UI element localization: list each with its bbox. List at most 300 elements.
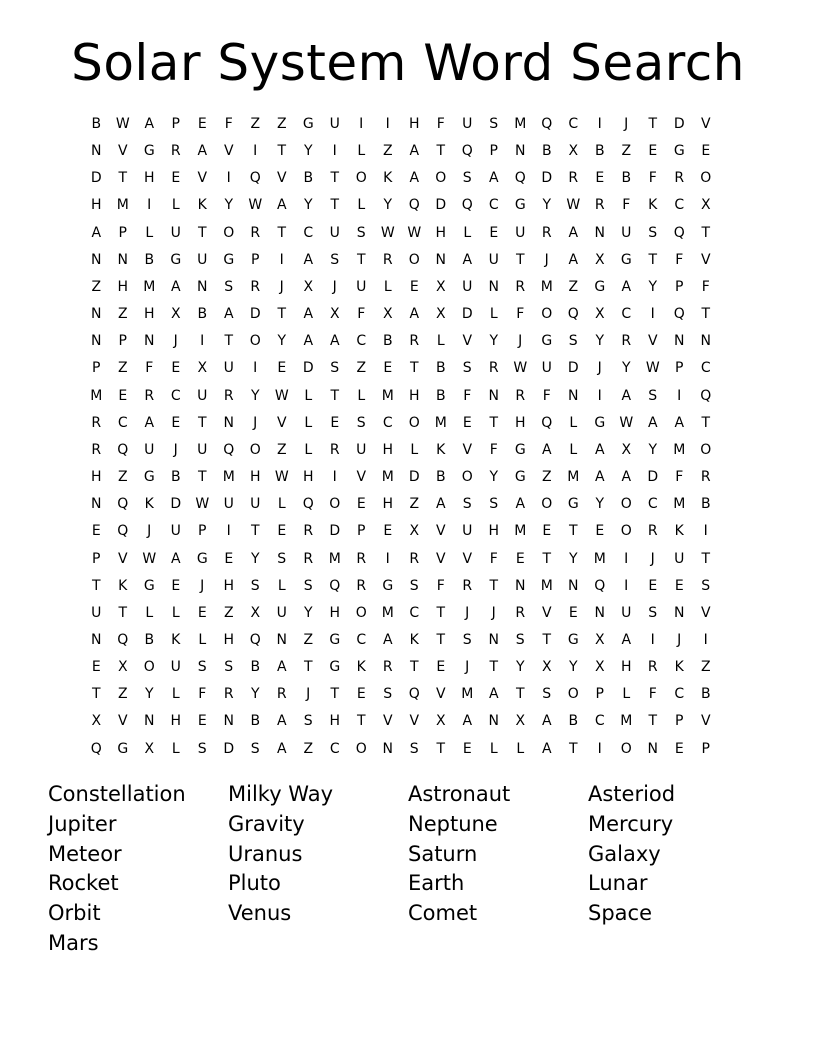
grid-letter: Q <box>117 523 129 540</box>
grid-letter: S <box>648 387 658 404</box>
grid-letter: H <box>382 441 394 458</box>
grid-letter: T <box>542 631 552 648</box>
grid-letter: G <box>329 631 341 648</box>
grid-letter: C <box>329 740 340 757</box>
grid-letter: N <box>488 631 499 648</box>
grid-letter: Y <box>568 550 578 567</box>
grid-letter: R <box>409 550 420 567</box>
grid-letter: L <box>304 441 313 458</box>
grid-letter: M <box>90 387 103 404</box>
grid-letter: S <box>515 631 525 648</box>
grid-letter: I <box>597 387 602 404</box>
grid-letter: Z <box>382 143 393 160</box>
grid-letter: S <box>409 577 419 594</box>
grid-letter: C <box>356 333 367 350</box>
grid-letter: N <box>488 278 499 295</box>
grid-letter: P <box>92 360 101 377</box>
grid-letter: R <box>144 387 155 404</box>
grid-letter: O <box>408 414 420 431</box>
grid-letter: M <box>567 469 580 486</box>
grid-letter: S <box>277 550 287 567</box>
grid-letter: Z <box>250 116 261 132</box>
grid-letter: V <box>223 143 234 160</box>
grid-letter: Q <box>541 414 553 431</box>
grid-letter: D <box>302 360 314 377</box>
grid-letter: L <box>569 441 578 458</box>
grid-letter: C <box>647 496 658 513</box>
grid-letter: T <box>356 713 366 730</box>
grid-letter: M <box>593 550 606 567</box>
grid-letter: R <box>674 170 685 187</box>
grid-letter: T <box>197 414 207 431</box>
grid-letter: E <box>383 360 393 377</box>
grid-letter: N <box>382 740 393 757</box>
grid-letter: A <box>276 713 287 730</box>
grid-letter: X <box>250 604 261 621</box>
grid-letter: L <box>383 278 392 295</box>
grid-letter: R <box>356 550 367 567</box>
word-bank-item: Jupiter <box>48 811 117 836</box>
letter-grid <box>83 111 719 763</box>
grid-letter: N <box>515 577 526 594</box>
grid-letter: M <box>381 387 394 404</box>
grid-letter: S <box>197 659 207 676</box>
grid-letter: Y <box>489 469 499 486</box>
grid-letter: B <box>594 143 605 160</box>
grid-letter: U <box>541 360 552 377</box>
grid-letter: J <box>491 604 496 621</box>
grid-letter: N <box>647 740 658 757</box>
grid-letter: A <box>541 441 552 458</box>
grid-letter: C <box>409 604 420 621</box>
grid-letter: U <box>356 441 367 458</box>
grid-letter: V <box>462 441 473 458</box>
grid-letter: U <box>276 604 287 621</box>
grid-letter: N <box>144 333 155 350</box>
grid-letter: X <box>409 523 420 540</box>
grid-letter: M <box>434 414 447 431</box>
grid-letter: D <box>249 306 261 323</box>
grid-letter: Q <box>117 441 129 458</box>
word-bank-item: Milky Way <box>228 782 334 806</box>
grid-letter: C <box>488 197 499 214</box>
grid-letter: I <box>650 631 655 648</box>
grid-letter: B <box>700 686 711 703</box>
grid-letter: L <box>145 224 154 241</box>
grid-letter: V <box>276 414 287 431</box>
grid-letter: H <box>249 469 261 486</box>
grid-letter: Q <box>541 116 553 132</box>
grid-letter: T <box>542 550 552 567</box>
grid-letter: B <box>700 496 711 513</box>
grid-letter: G <box>673 143 685 160</box>
grid-letter: X <box>594 306 605 323</box>
grid-letter: U <box>170 224 181 241</box>
grid-letter: N <box>594 604 605 621</box>
grid-letter: N <box>276 631 287 648</box>
grid-letter: U <box>91 604 102 621</box>
grid-letter: G <box>514 469 526 486</box>
grid-letter: T <box>701 224 711 241</box>
grid-letter: R <box>488 360 499 377</box>
grid-letter: S <box>462 360 472 377</box>
grid-letter: Q <box>249 170 261 187</box>
grid-letter: Y <box>568 659 578 676</box>
grid-letter: N <box>674 604 685 621</box>
grid-letter: V <box>700 713 711 730</box>
word-bank-item: Uranus <box>228 841 303 866</box>
grid-letter: I <box>624 550 629 567</box>
grid-letter: G <box>541 333 553 350</box>
grid-letter: T <box>330 170 340 187</box>
grid-letter: R <box>356 577 367 594</box>
grid-letter: D <box>408 469 420 486</box>
grid-letter: A <box>462 251 473 268</box>
grid-letter: F <box>145 360 154 377</box>
grid-letter: F <box>516 306 525 323</box>
grid-letter: T <box>118 170 128 187</box>
grid-letter: L <box>516 740 525 757</box>
grid-letter: I <box>624 577 629 594</box>
grid-letter: Q <box>329 577 341 594</box>
grid-letter: Q <box>700 387 712 404</box>
grid-letter: E <box>489 224 499 241</box>
grid-letter: F <box>542 387 551 404</box>
grid-letter: G <box>170 251 182 268</box>
grid-letter: X <box>435 278 446 295</box>
grid-letter: O <box>355 604 367 621</box>
grid-letter: H <box>143 306 155 323</box>
grid-letter: O <box>408 251 420 268</box>
grid-letter: X <box>170 306 181 323</box>
grid-letter: O <box>223 224 235 241</box>
grid-letter: X <box>435 306 446 323</box>
grid-letter: D <box>461 306 473 323</box>
grid-letter: B <box>197 306 208 323</box>
grid-letter: D <box>647 469 659 486</box>
grid-letter: T <box>568 740 578 757</box>
grid-letter: I <box>147 197 152 214</box>
grid-letter: J <box>465 659 470 676</box>
grid-letter: A <box>303 251 314 268</box>
grid-letter: P <box>118 224 127 241</box>
grid-letter: Q <box>594 577 606 594</box>
grid-letter: I <box>597 740 602 757</box>
grid-letter: P <box>92 550 101 567</box>
grid-letter: S <box>462 496 472 513</box>
grid-letter: U <box>144 441 155 458</box>
grid-letter: G <box>223 251 235 268</box>
grid-letter: Y <box>250 387 260 404</box>
grid-letter: R <box>382 251 393 268</box>
grid-letter: Y <box>250 550 260 567</box>
grid-letter: V <box>117 550 128 567</box>
grid-letter: A <box>621 469 632 486</box>
grid-letter: R <box>568 170 579 187</box>
grid-letter: J <box>624 116 629 132</box>
grid-letter: S <box>303 577 313 594</box>
grid-letter: F <box>622 197 631 214</box>
grid-letter: D <box>541 170 553 187</box>
word-bank-item: Earth <box>408 871 465 896</box>
grid-letter: V <box>117 143 128 160</box>
grid-letter: U <box>197 387 208 404</box>
grid-letter: J <box>173 441 178 458</box>
grid-letter: T <box>515 686 525 703</box>
grid-letter: O <box>700 441 712 458</box>
grid-letter: J <box>332 278 337 295</box>
grid-letter: T <box>91 577 101 594</box>
grid-letter: N <box>223 713 234 730</box>
grid-letter: P <box>701 740 710 757</box>
grid-letter: V <box>197 170 208 187</box>
grid-letter: R <box>647 523 658 540</box>
grid-letter: R <box>250 224 261 241</box>
grid-letter: X <box>91 713 102 730</box>
grid-letter: U <box>250 496 261 513</box>
grid-letter: S <box>356 414 366 431</box>
grid-letter: O <box>355 170 367 187</box>
grid-letter: Y <box>595 496 605 513</box>
word-bank <box>48 780 768 959</box>
grid-letter: X <box>594 659 605 676</box>
grid-letter: Z <box>91 278 102 295</box>
grid-letter: U <box>462 278 473 295</box>
grid-letter: R <box>329 441 340 458</box>
grid-letter: M <box>381 604 394 621</box>
grid-letter: A <box>276 740 287 757</box>
grid-letter: K <box>144 496 154 513</box>
grid-letter: Y <box>595 333 605 350</box>
grid-letter: Y <box>648 278 658 295</box>
grid-letter: M <box>328 550 341 567</box>
grid-letter: Z <box>356 360 367 377</box>
grid-letter: S <box>356 224 366 241</box>
grid-letter: A <box>674 414 685 431</box>
grid-letter: E <box>674 577 684 594</box>
grid-letter: T <box>303 659 313 676</box>
grid-letter: R <box>170 143 181 160</box>
grid-letter: J <box>173 333 178 350</box>
grid-letter: I <box>226 523 231 540</box>
grid-letter: D <box>567 360 579 377</box>
grid-letter: N <box>91 631 102 648</box>
grid-letter: E <box>224 550 234 567</box>
grid-letter: A <box>409 170 420 187</box>
grid-letter: E <box>595 170 605 187</box>
word-bank-item: Pluto <box>228 871 281 896</box>
grid-letter: L <box>304 387 313 404</box>
grid-letter: G <box>143 577 155 594</box>
grid-letter: D <box>329 523 341 540</box>
grid-letter: E <box>648 143 658 160</box>
grid-letter: B <box>91 116 102 132</box>
grid-letter: W <box>645 360 660 377</box>
grid-letter: O <box>143 659 155 676</box>
grid-letter: R <box>303 550 314 567</box>
grid-letter: U <box>674 550 685 567</box>
grid-letter: Q <box>117 496 129 513</box>
grid-letter: Q <box>461 143 473 160</box>
grid-letter: U <box>223 496 234 513</box>
grid-letter: P <box>675 278 684 295</box>
grid-letter: A <box>197 143 208 160</box>
grid-letter: X <box>303 278 314 295</box>
grid-letter: O <box>355 740 367 757</box>
grid-letter: H <box>90 469 102 486</box>
grid-letter: Q <box>117 631 129 648</box>
grid-letter: U <box>356 278 367 295</box>
grid-letter: Z <box>276 441 287 458</box>
grid-letter: X <box>568 143 579 160</box>
grid-letter: U <box>515 224 526 241</box>
grid-letter: E <box>383 523 393 540</box>
grid-letter: O <box>461 469 473 486</box>
grid-letter: L <box>569 414 578 431</box>
grid-letter: A <box>276 659 287 676</box>
grid-letter: C <box>356 631 367 648</box>
grid-letter: L <box>436 333 445 350</box>
word-bank-item: Constellation <box>48 782 186 806</box>
grid-letter: G <box>302 116 314 132</box>
grid-letter: S <box>462 170 472 187</box>
grid-letter: E <box>542 523 552 540</box>
grid-letter: K <box>648 197 658 214</box>
grid-letter: E <box>409 278 419 295</box>
grid-letter: Q <box>408 686 420 703</box>
grid-letter: I <box>677 387 682 404</box>
grid-letter: N <box>674 333 685 350</box>
grid-letter: Z <box>409 496 420 513</box>
grid-letter: W <box>142 550 157 567</box>
grid-letter: P <box>198 523 207 540</box>
grid-letter: Y <box>489 333 499 350</box>
grid-letter: B <box>250 659 261 676</box>
grid-letter: R <box>223 387 234 404</box>
grid-letter: X <box>541 659 552 676</box>
grid-letter: E <box>568 604 578 621</box>
grid-letter: A <box>488 686 499 703</box>
grid-letter: C <box>674 197 685 214</box>
grid-letter: T <box>356 251 366 268</box>
grid-letter: K <box>197 197 207 214</box>
grid-letter: O <box>620 740 632 757</box>
grid-letter: M <box>222 469 235 486</box>
grid-letter: I <box>703 523 708 540</box>
grid-letter: N <box>144 713 155 730</box>
grid-letter: P <box>595 686 604 703</box>
grid-letter: N <box>488 387 499 404</box>
grid-letter: L <box>171 197 180 214</box>
grid-letter: W <box>274 387 289 404</box>
grid-letter: S <box>303 713 313 730</box>
grid-letter: S <box>648 224 658 241</box>
grid-letter: D <box>673 116 685 132</box>
grid-letter: N <box>594 224 605 241</box>
grid-letter: J <box>544 251 549 268</box>
grid-letter: L <box>357 143 366 160</box>
grid-letter: V <box>382 713 393 730</box>
grid-letter: Q <box>673 224 685 241</box>
grid-letter: Y <box>250 686 260 703</box>
grid-letter: R <box>462 577 473 594</box>
grid-letter: T <box>250 523 260 540</box>
grid-letter: A <box>170 278 181 295</box>
grid-letter: E <box>277 523 287 540</box>
grid-letter: M <box>143 278 156 295</box>
grid-letter: V <box>462 333 473 350</box>
grid-letter: I <box>332 143 337 160</box>
grid-letter: Z <box>117 360 128 377</box>
grid-letter: B <box>250 713 261 730</box>
word-bank-item: Mars <box>48 930 99 955</box>
grid-letter: E <box>436 659 446 676</box>
grid-letter: A <box>329 333 340 350</box>
grid-letter: U <box>621 604 632 621</box>
grid-letter: H <box>514 414 526 431</box>
grid-letter: U <box>329 116 340 132</box>
grid-letter: X <box>144 740 155 757</box>
word-bank-item: Rocket <box>48 871 119 896</box>
grid-letter: Z <box>223 604 234 621</box>
grid-letter: Q <box>90 740 102 757</box>
grid-letter: E <box>648 577 658 594</box>
grid-letter: T <box>436 143 446 160</box>
grid-letter: M <box>514 523 527 540</box>
grid-letter: T <box>330 387 340 404</box>
grid-letter: T <box>91 686 101 703</box>
grid-letter: Q <box>461 197 473 214</box>
grid-letter: O <box>249 441 261 458</box>
grid-letter: W <box>248 197 263 214</box>
grid-letter: E <box>171 577 181 594</box>
grid-letter: U <box>197 441 208 458</box>
grid-letter: H <box>488 523 500 540</box>
grid-letter: Z <box>700 659 711 676</box>
grid-letter: B <box>144 251 155 268</box>
grid-letter: N <box>91 333 102 350</box>
grid-letter: L <box>277 577 286 594</box>
grid-letter: W <box>407 224 422 241</box>
grid-letter: T <box>648 713 658 730</box>
grid-letter: L <box>145 604 154 621</box>
grid-letter: G <box>143 143 155 160</box>
grid-letter: T <box>701 306 711 323</box>
grid-letter: T <box>489 414 499 431</box>
grid-letter: L <box>489 306 498 323</box>
grid-letter: R <box>594 197 605 214</box>
grid-letter: K <box>171 631 181 648</box>
grid-letter: X <box>594 251 605 268</box>
grid-letter: B <box>382 333 393 350</box>
grid-letter: T <box>330 686 340 703</box>
grid-letter: Q <box>514 170 526 187</box>
grid-letter: S <box>648 604 658 621</box>
grid-letter: F <box>675 251 684 268</box>
grid-letter: M <box>540 278 553 295</box>
grid-letter: W <box>619 414 634 431</box>
grid-letter: I <box>650 306 655 323</box>
grid-letter: G <box>329 659 341 676</box>
grid-letter: L <box>410 441 419 458</box>
grid-letter: O <box>541 496 553 513</box>
grid-letter: T <box>648 116 658 132</box>
grid-letter: K <box>356 659 366 676</box>
grid-letter: C <box>382 414 393 431</box>
grid-letter: X <box>621 441 632 458</box>
grid-letter: T <box>409 659 419 676</box>
grid-letter: R <box>91 414 102 431</box>
